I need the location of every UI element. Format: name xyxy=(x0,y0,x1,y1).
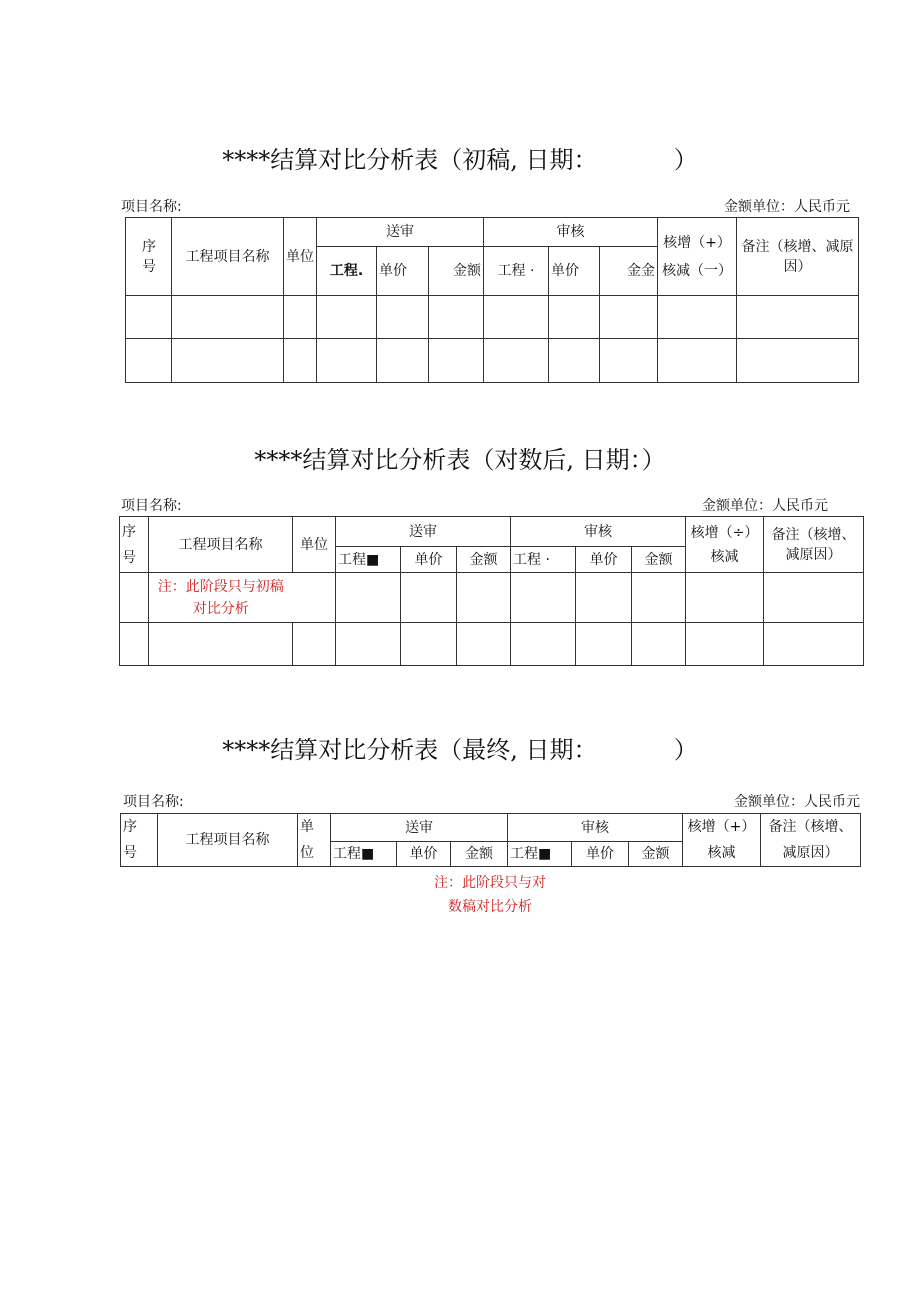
header-item-name: 工程项目名称 xyxy=(158,814,298,867)
header-remark-top: 备注（核增、 xyxy=(768,819,853,835)
header-remark xyxy=(761,814,861,867)
table3 xyxy=(120,813,861,867)
header-unit xyxy=(298,814,331,867)
header-sub-qty: 工程■ xyxy=(336,547,401,573)
header-diff-decrease: 核减 xyxy=(707,845,736,861)
stage-note: 注：此阶段只与初稿对比分析 xyxy=(149,573,293,623)
header-sub-qty: 工程. xyxy=(317,247,377,296)
header-diff xyxy=(658,218,737,296)
header-seq-top: 序 xyxy=(123,819,137,835)
header-aud-amount: 金额 xyxy=(632,547,686,573)
header-audited: 审核 xyxy=(508,814,683,842)
header-aud-amount: 金金 xyxy=(600,247,658,296)
header-aud-qty: 工程■ xyxy=(508,842,572,867)
header-submitted: 送审 xyxy=(317,218,484,247)
table-row xyxy=(126,339,859,383)
header-seq xyxy=(120,517,149,573)
header-sub-amount: 金额 xyxy=(457,547,511,573)
stage-note-line2: 数稿对比分析 xyxy=(448,899,532,915)
table3-unit-label: 金额单位：人民币元 xyxy=(734,794,860,810)
header-sub-price: 单价 xyxy=(377,247,429,296)
header-audited: 审核 xyxy=(511,517,686,547)
header-aud-amount: 金额 xyxy=(629,842,683,867)
table3-title: ****结算对比分析表（最终, 日期： ） xyxy=(222,736,698,764)
table1-title: ****结算对比分析表（初稿, 日期： ） xyxy=(222,146,698,174)
header-unit: 单位 xyxy=(293,517,336,573)
header-seq: 序号 xyxy=(126,218,172,296)
table3-project-label: 项目名称: xyxy=(123,794,184,810)
header-sub-amount: 金额 xyxy=(451,842,508,867)
header-seq xyxy=(121,814,158,867)
header-remark-bottom: 减原因） xyxy=(782,845,839,861)
header-remark: 备注（核增、减原因） xyxy=(737,218,859,296)
header-diff xyxy=(686,517,764,573)
table1 xyxy=(125,217,859,383)
header-remark: 备注（核增、减原因） xyxy=(764,517,864,573)
header-submitted: 送审 xyxy=(336,517,511,547)
header-aud-qty: 工程 · xyxy=(511,547,576,573)
table-row xyxy=(120,573,864,623)
header-item-name: 工程项目名称 xyxy=(149,517,293,573)
table2-title: ****结算对比分析表（对数后, 日期：） xyxy=(254,446,666,474)
header-aud-price: 单价 xyxy=(549,247,600,296)
header-diff xyxy=(683,814,761,867)
header-diff-decrease: 核减（一） xyxy=(662,262,732,279)
table2-project-label: 项目名称: xyxy=(121,498,182,514)
header-sub-price: 单价 xyxy=(397,842,451,867)
header-sub-price: 单价 xyxy=(401,547,457,573)
header-aud-price: 单价 xyxy=(572,842,629,867)
table1-project-label: 项目名称: xyxy=(121,199,182,215)
table-row xyxy=(126,296,859,339)
header-diff-increase: 核增（+） xyxy=(663,234,731,251)
header-sub-qty: 工程■ xyxy=(331,842,397,867)
stage-note-line1: 注：此阶段只与对 xyxy=(434,875,546,891)
header-sub-amount: 金额 xyxy=(429,247,484,296)
header-seq-bottom: 号 xyxy=(122,549,136,566)
table2 xyxy=(119,516,864,666)
header-aud-price: 单价 xyxy=(576,547,632,573)
header-unit-top: 单 xyxy=(300,819,314,835)
header-submitted: 送审 xyxy=(331,814,508,842)
table-row xyxy=(120,623,864,666)
table2-unit-label: 金额单位：人民币元 xyxy=(702,498,828,514)
header-diff-increase: 核增（+） xyxy=(687,819,756,835)
header-diff-increase: 核增（÷） xyxy=(690,524,759,541)
header-seq-bottom: 号 xyxy=(123,845,137,861)
header-item-name: 工程项目名称 xyxy=(172,218,284,296)
header-audited: 审核 xyxy=(484,218,658,247)
stage-note xyxy=(400,871,580,919)
header-seq-top: 序 xyxy=(122,523,136,540)
header-unit: 单位 xyxy=(284,218,317,296)
header-unit-bottom: 位 xyxy=(300,845,314,861)
header-aud-qty: 工程 · xyxy=(484,247,549,296)
header-diff-decrease: 核减 xyxy=(710,548,739,565)
table1-unit-label: 金额单位：人民币元 xyxy=(724,199,850,215)
